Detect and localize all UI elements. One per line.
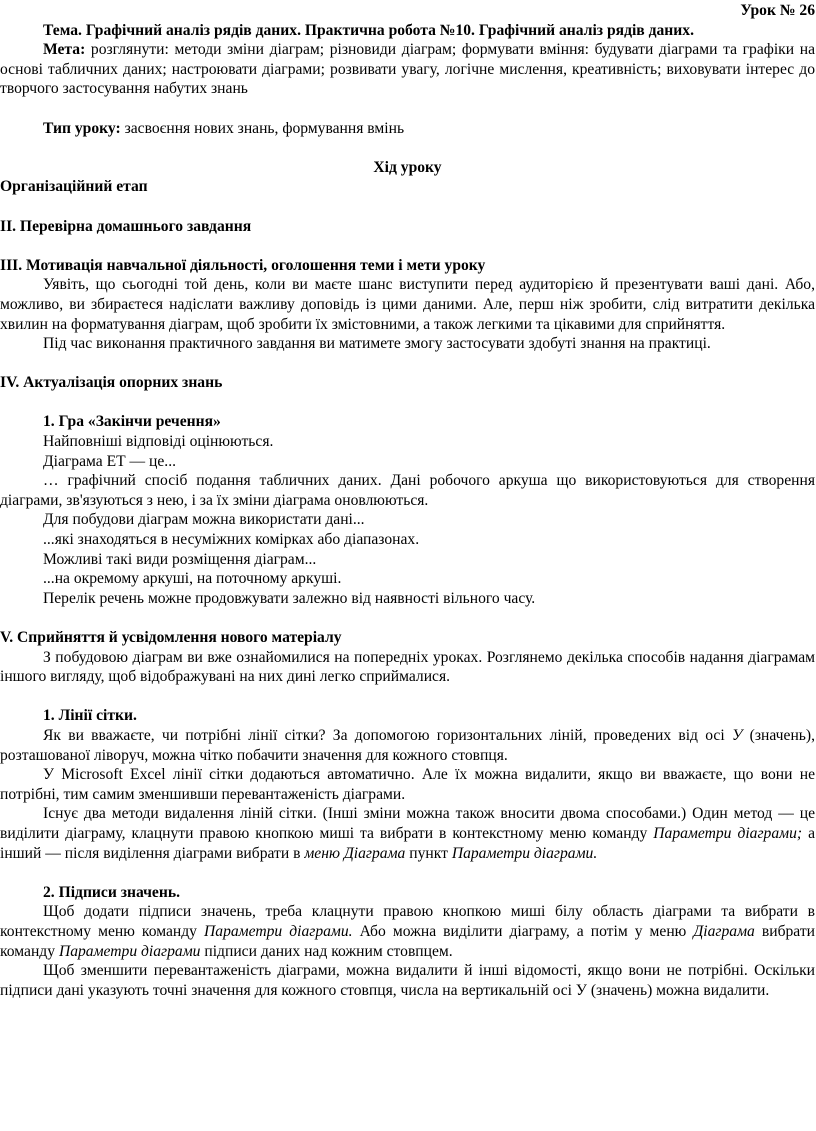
grid-heading: 1. Лінії сітки. <box>43 707 137 725</box>
labels-p1-text-b: Або можна виділити діаграму, а потім у меню <box>352 922 694 940</box>
lesson-topic: Тема. Графічний аналіз рядів даних. Практична робота №10. Графічний аналіз рядів даних. <box>43 21 694 39</box>
game-heading: 1. Гра «Закінчи речення» <box>43 413 221 431</box>
labels-p1-text-d: підписи даних над кожним стовпцем. <box>200 942 453 960</box>
labels-heading: 2. Підписи значень. <box>43 883 180 901</box>
stage-2-heading: II. Перевірна домашнього завдання <box>0 217 252 235</box>
lesson-goal <box>0 40 815 99</box>
grid-p3-text-a: Існує два методи видалення ліній сітки. (Інші зміни можна також вносити двома способами.) Один метод — це виділити діаграму, клацнути правою кнопкою миші та вибрати в контекстному меню команду <box>0 805 815 842</box>
type-label: Тип уроку: <box>43 119 121 137</box>
stage-1-heading: Організаційний етап <box>0 178 148 196</box>
lesson-number: Урок № 26 <box>740 2 815 19</box>
grid-p3-text-b: а інший — після виділення діаграми вибрати в <box>0 824 816 862</box>
game-line-5: ...які знаходяться в несуміжних комірках або діапазонах. <box>43 531 420 549</box>
stage-3-heading: III. Мотивація навчальної діяльності, оголошення теми і мети уроку <box>0 256 486 274</box>
grid-p1-axis: У <box>731 726 743 744</box>
goal-text: розглянути: методи зміни діаграм; різновиди діаграм; формувати вміння: будувати діаграми та графіки на основі табличних даних; настроювати діаграми; розвивати увагу, логічне мислення, креативність; виховувати інтерес до творчого застосування набутих знань <box>0 41 815 98</box>
lesson-type <box>0 119 815 139</box>
grid-paragraph-3 <box>0 804 815 863</box>
game-line-7: ...на окремому аркуші, на поточному аркуші. <box>43 570 342 588</box>
type-text: засвоєння нових знань, формування вмінь <box>120 119 405 137</box>
game-line-1: Найповніші відповіді оцінюються. <box>43 433 274 451</box>
stage-3-paragraph-1: Уявіть, що сьогодні той день, коли ви маєте шанс виступити перед аудиторією й презентувати ваші дані. Або, можливо, ви збираєтеся надіслати важливу доповідь із цими даними. Але, перш ніж зробити, слід витратити декілька хвилин на форматування діаграм, щоб зробити їх змістовними, а також легкими та цікавими для сприйняття. <box>0 276 815 333</box>
game-line-4: Для побудови діаграм можна використати дані... <box>43 511 365 529</box>
labels-paragraph-2: Щоб зменшити перевантаженість діаграми, можна видалити й інші відомості, якщо вони не потрібні. Оскільки підписи дані указують точні значення для кожного стовпця, числа на вертикальній осі У (значень) можна видалити. <box>0 962 815 999</box>
labels-p1-text-a: Щоб додати підписи значень, треба клацнути правою кнопкою миші білу область діаграми та вибрати в контекстному меню команду <box>0 903 815 940</box>
grid-p1-text-a: Як ви вважаєте, чи потрібні лінії сітки? За допомогою горизонтальних ліній, проведених від осі <box>43 726 732 744</box>
game-line-6: Можливі такі види розміщення діаграм... <box>43 550 317 568</box>
grid-p3-text-c: пункт <box>405 844 452 862</box>
course-heading: Хід уроку <box>373 158 442 176</box>
grid-p1-text-b: (значень), розташованої ліворуч, можна чітко побачити значення для кожного стовпця. <box>0 726 815 764</box>
game-line-2: Діаграма ЕТ — це... <box>43 452 176 470</box>
stage-5-heading: V. Сприйняття й усвідомлення нового матеріалу <box>0 629 342 646</box>
grid-p3-italic-3: Параметри діаграми. <box>451 844 598 862</box>
goal-label: Мета: <box>43 41 86 59</box>
labels-p1-italic-1: Параметри діаграми. <box>204 922 353 940</box>
labels-p1-text-c: вибрати команду <box>0 922 815 960</box>
grid-p3-italic-1: Параметри діаграми; <box>653 824 803 842</box>
labels-paragraph-1 <box>0 902 815 961</box>
stage-5-paragraph-1: З побудовою діаграм ви вже ознайомилися на попередніх уроках. Розглянемо декілька способів надання діаграмам іншого вигляду, щоб відображувані на них дині легко сприймалися. <box>0 648 815 686</box>
grid-paragraph-2: У Microsoft Excel лінії сітки додаються автоматично. Але їх можна видалити, якщо ви вважаєте, що вони не потрібні, тим самим зменшивши перевантаженість діаграми. <box>0 766 815 803</box>
grid-paragraph-1 <box>0 726 815 765</box>
labels-p1-italic-3: Параметри діаграми <box>58 942 201 960</box>
stage-4-heading: IV. Актуалізація опорних знань <box>0 374 223 392</box>
stage-3-paragraph-2: Під час виконання практичного завдання ви матимете змогу застосувати здобуті знання на практиці. <box>43 335 711 353</box>
game-line-3: … графічний спосіб подання табличних даних. Дані робочого аркуша що використовуються для створення діаграми, зв'язуються з нею, і за їх зміни діаграма оновлюються. <box>0 472 815 509</box>
grid-p3-italic-2: меню Діаграма <box>304 844 406 862</box>
game-line-8: Перелік речень можне продовжувати залежно від наявності вільного часу. <box>43 589 536 607</box>
labels-p1-italic-2: Діаграма <box>693 922 755 940</box>
